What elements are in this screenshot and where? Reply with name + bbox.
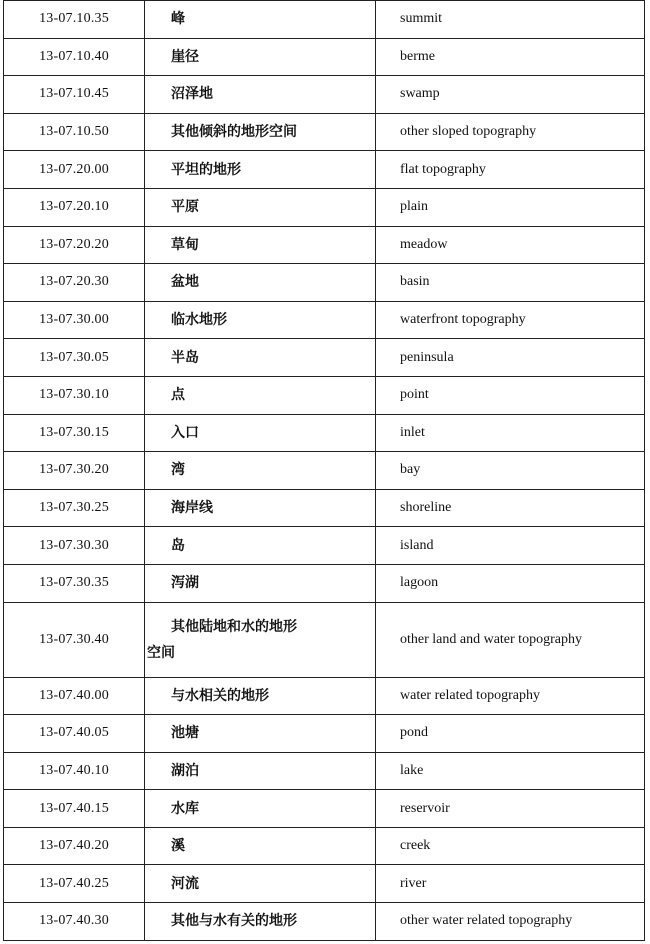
chinese-term-cell: 泻湖 <box>145 564 376 602</box>
english-term-cell: peninsula <box>376 339 645 377</box>
chinese-term-cell: 沼泽地 <box>145 76 376 114</box>
table-row <box>4 376 645 414</box>
english-term-cell: flat topography <box>376 151 645 189</box>
chinese-term-cell: 海岸线 <box>145 489 376 527</box>
chinese-term-cell: 其他与水有关的地形 <box>145 903 376 941</box>
code-cell: 13-07.40.15 <box>4 790 145 828</box>
code-cell: 13-07.40.30 <box>4 903 145 941</box>
code-cell: 13-07.30.25 <box>4 489 145 527</box>
english-term-cell: creek <box>376 827 645 865</box>
table-row <box>4 452 645 490</box>
table-row <box>4 76 645 114</box>
code-cell: 13-07.40.05 <box>4 715 145 753</box>
chinese-term-cell: 水库 <box>145 790 376 828</box>
chinese-term-cell: 岛 <box>145 527 376 565</box>
code-cell: 13-07.30.15 <box>4 414 145 452</box>
chinese-term-cell: 峰 <box>145 1 376 39</box>
code-cell: 13-07.10.40 <box>4 38 145 76</box>
code-cell: 13-07.40.00 <box>4 677 145 715</box>
chinese-term-cell: 河流 <box>145 865 376 903</box>
english-term-cell: berme <box>376 38 645 76</box>
chinese-term-cell: 池塘 <box>145 715 376 753</box>
table-row <box>4 1 645 39</box>
english-term-cell: swamp <box>376 76 645 114</box>
table-row <box>4 188 645 226</box>
code-cell: 13-07.30.20 <box>4 452 145 490</box>
english-term-cell: summit <box>376 1 645 39</box>
table-row <box>4 865 645 903</box>
chinese-term-cell: 平坦的地形 <box>145 151 376 189</box>
english-term-cell: other sloped topography <box>376 113 645 151</box>
table-row <box>4 339 645 377</box>
table-row <box>4 715 645 753</box>
english-term-cell: point <box>376 376 645 414</box>
chinese-term-cell: 湖泊 <box>145 752 376 790</box>
table-row <box>4 151 645 189</box>
table-row <box>4 489 645 527</box>
english-term-cell: plain <box>376 188 645 226</box>
table-row <box>4 564 645 602</box>
code-cell: 13-07.20.20 <box>4 226 145 264</box>
chinese-term-cell: 点 <box>145 376 376 414</box>
chinese-term-cell: 与水相关的地形 <box>145 677 376 715</box>
english-term-cell: basin <box>376 264 645 302</box>
classification-table <box>3 0 645 941</box>
code-cell: 13-07.10.50 <box>4 113 145 151</box>
table-row <box>4 752 645 790</box>
chinese-term-cell: 崖径 <box>145 38 376 76</box>
chinese-term-cell: 其他倾斜的地形空间 <box>145 113 376 151</box>
table-row <box>4 790 645 828</box>
chinese-term-cell <box>145 602 376 677</box>
english-term-cell: shoreline <box>376 489 645 527</box>
english-term-cell: other water related topography <box>376 903 645 941</box>
chinese-term-cell: 草甸 <box>145 226 376 264</box>
english-term-cell: meadow <box>376 226 645 264</box>
code-cell: 13-07.20.10 <box>4 188 145 226</box>
english-term-cell: river <box>376 865 645 903</box>
chinese-term-line-2: 空间 <box>147 644 175 661</box>
code-cell: 13-07.30.40 <box>4 602 145 677</box>
code-cell: 13-07.40.25 <box>4 865 145 903</box>
code-cell: 13-07.30.30 <box>4 527 145 565</box>
english-term-cell: waterfront topography <box>376 301 645 339</box>
chinese-term-cell: 盆地 <box>145 264 376 302</box>
code-cell: 13-07.30.05 <box>4 339 145 377</box>
english-term-cell: inlet <box>376 414 645 452</box>
chinese-term-cell: 湾 <box>145 452 376 490</box>
table-row <box>4 113 645 151</box>
english-term-cell: lake <box>376 752 645 790</box>
chinese-term-line-1: 其他陆地和水的地形 <box>171 618 297 635</box>
code-cell: 13-07.30.10 <box>4 376 145 414</box>
code-cell: 13-07.10.35 <box>4 1 145 39</box>
english-term-cell: bay <box>376 452 645 490</box>
table-row <box>4 602 645 677</box>
chinese-term-cell: 平原 <box>145 188 376 226</box>
code-cell: 13-07.40.10 <box>4 752 145 790</box>
chinese-term-cell: 溪 <box>145 827 376 865</box>
english-term-cell: reservoir <box>376 790 645 828</box>
code-cell: 13-07.20.30 <box>4 264 145 302</box>
code-cell: 13-07.40.20 <box>4 827 145 865</box>
table-row <box>4 903 645 941</box>
table-row <box>4 527 645 565</box>
english-term-cell: other land and water topography <box>376 602 645 677</box>
table-row <box>4 827 645 865</box>
chinese-term-cell: 半岛 <box>145 339 376 377</box>
table-row <box>4 38 645 76</box>
chinese-term-cell: 入口 <box>145 414 376 452</box>
english-term-cell: island <box>376 527 645 565</box>
table-row <box>4 414 645 452</box>
code-cell: 13-07.20.00 <box>4 151 145 189</box>
table-row <box>4 301 645 339</box>
table-row <box>4 226 645 264</box>
english-term-cell: pond <box>376 715 645 753</box>
code-cell: 13-07.30.35 <box>4 564 145 602</box>
chinese-term-cell: 临水地形 <box>145 301 376 339</box>
table-row <box>4 264 645 302</box>
english-term-cell: lagoon <box>376 564 645 602</box>
code-cell: 13-07.30.00 <box>4 301 145 339</box>
english-term-cell: water related topography <box>376 677 645 715</box>
table-row <box>4 677 645 715</box>
code-cell: 13-07.10.45 <box>4 76 145 114</box>
